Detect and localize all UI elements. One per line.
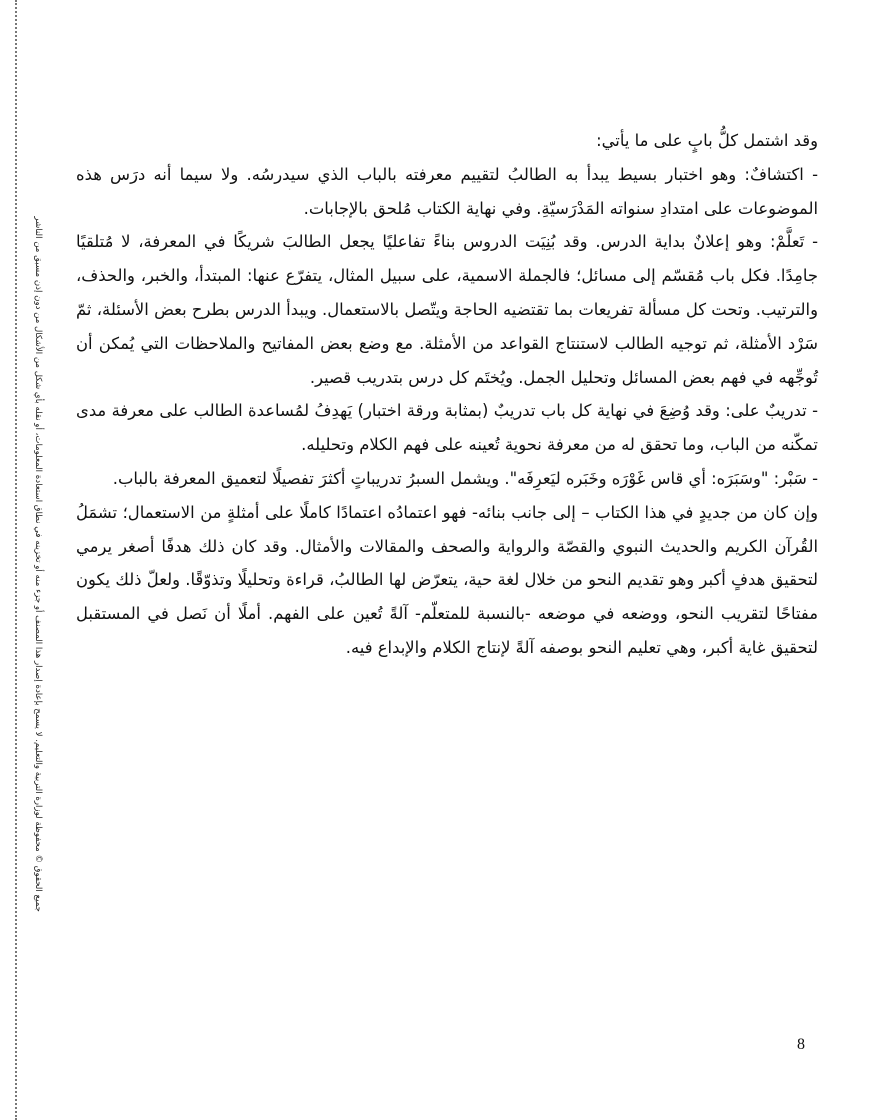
paragraph-probe: - سَبْر: "وسَبَرَه: أي قاس غَوْرَه وخَبَره ليَعرِفَه". ويشمل السبرُ تدريباتٍ أكثرَ تفصيلًا لتعميق المعرفة بالباب. [112,468,818,488]
paragraph-learn: - تَعلَّمْ: وهو إعلانٌ بداية الدرس. وقد بُنِيَت الدروس بناءً تفاعليًا يجعل الطالبَ شريكًا في المعرفة، لا مُتلقيًا جامِدًا. فكل باب مُقسّم إلى مسائل؛ فالجملة الاسمية، على سبيل المثال، يتفرّع عنها: المبتدأ، والخبر، والحذف، والترتيب. وتحت كل مسألة تفريعات بما تقتضيه الحاجة ويتّصل بالاستعمال. ويبدأ الدرس بطرح بعض الأسئلة، ثمّ سَرْد الأمثلة، ثم توجيه الطالب لاستنتاج القواعد من الأمثلة. مع وضع بعض المفاتيح والملاحظات التي يُمكن أن تُوجِّهه في فهم بعض المسائل وتحليل الجمل. ويُختَم كل درس بتدريب قصير. [76,232,818,387]
copyright-side-note: جميع الحقوق © محفوظة لوزارة التربية والتعليم. لا يسمح بإعادة إصدار هذا المصنف أو جزء منه أو تخزينه في نطاق استعادة المعلومات، أو نقله بأي شكل من الأشكال من دون إذن مسبق من الناشر [33,216,43,912]
body-text [76,124,818,665]
paragraph-practice: - تدريبٌ على: وقد وُضِعَ في نهاية كل باب تدريبٌ (بمثابة ورقة اختبار) يَهدِفُ لمُساعدة الطالب على معرفة مدى تمكّنه من الباب، وما تحقق له من معرفة نحوية تُعينه على فهم الكلام وتحليله. [76,401,818,455]
paragraph-discover: - اكتشافٌ: وهو اختبار بسيط يبدأ به الطالبُ لتقييم معرفته بالباب الذي سيدرسُه. ولا سيما أنه درَس هذه الموضوعات على امتدادِ سنواته المَدْرَسيّةِ. وفي نهاية الكتاب مُلحق بالإجابات. [76,164,818,218]
page-number: 8 [797,1036,805,1053]
scan-dotted-border [15,0,17,1120]
paragraph-intro: وقد اشتمل كلُّ بابٍ على ما يأتي: [596,131,818,150]
paragraph-closing: وإن كان من جديدٍ في هذا الكتاب – إلى جانب بنائه- فهو اعتمادُه اعتمادًا كاملًا على أمثلةٍ من الاستعمال؛ تشمَلُ القُرآن الكريم والحديث النبوي والقصّة والرواية والصحف والمقالات والأمثال. وقد كان ذلك هدفًا أصغر يرمي لتحقيق هدفٍ أكبر وهو تقديم النحو من خلال لغة حية، يتعرّض لها الطالبُ، قراءة وتحليلًا وتذوّقًا. ولعلّ ذلك يكون مفتاحًا لتقريب النحو، ووضعه في موضعه -بالنسبة للمتعلّم- آلةً تُعين على الفهم. أملًا أن نَصل في المستقبل لتحقيق غاية أكبر، وهي تعليم النحو بوصفه آلةً لإنتاج الكلام والإبداع فيه. [76,502,818,657]
